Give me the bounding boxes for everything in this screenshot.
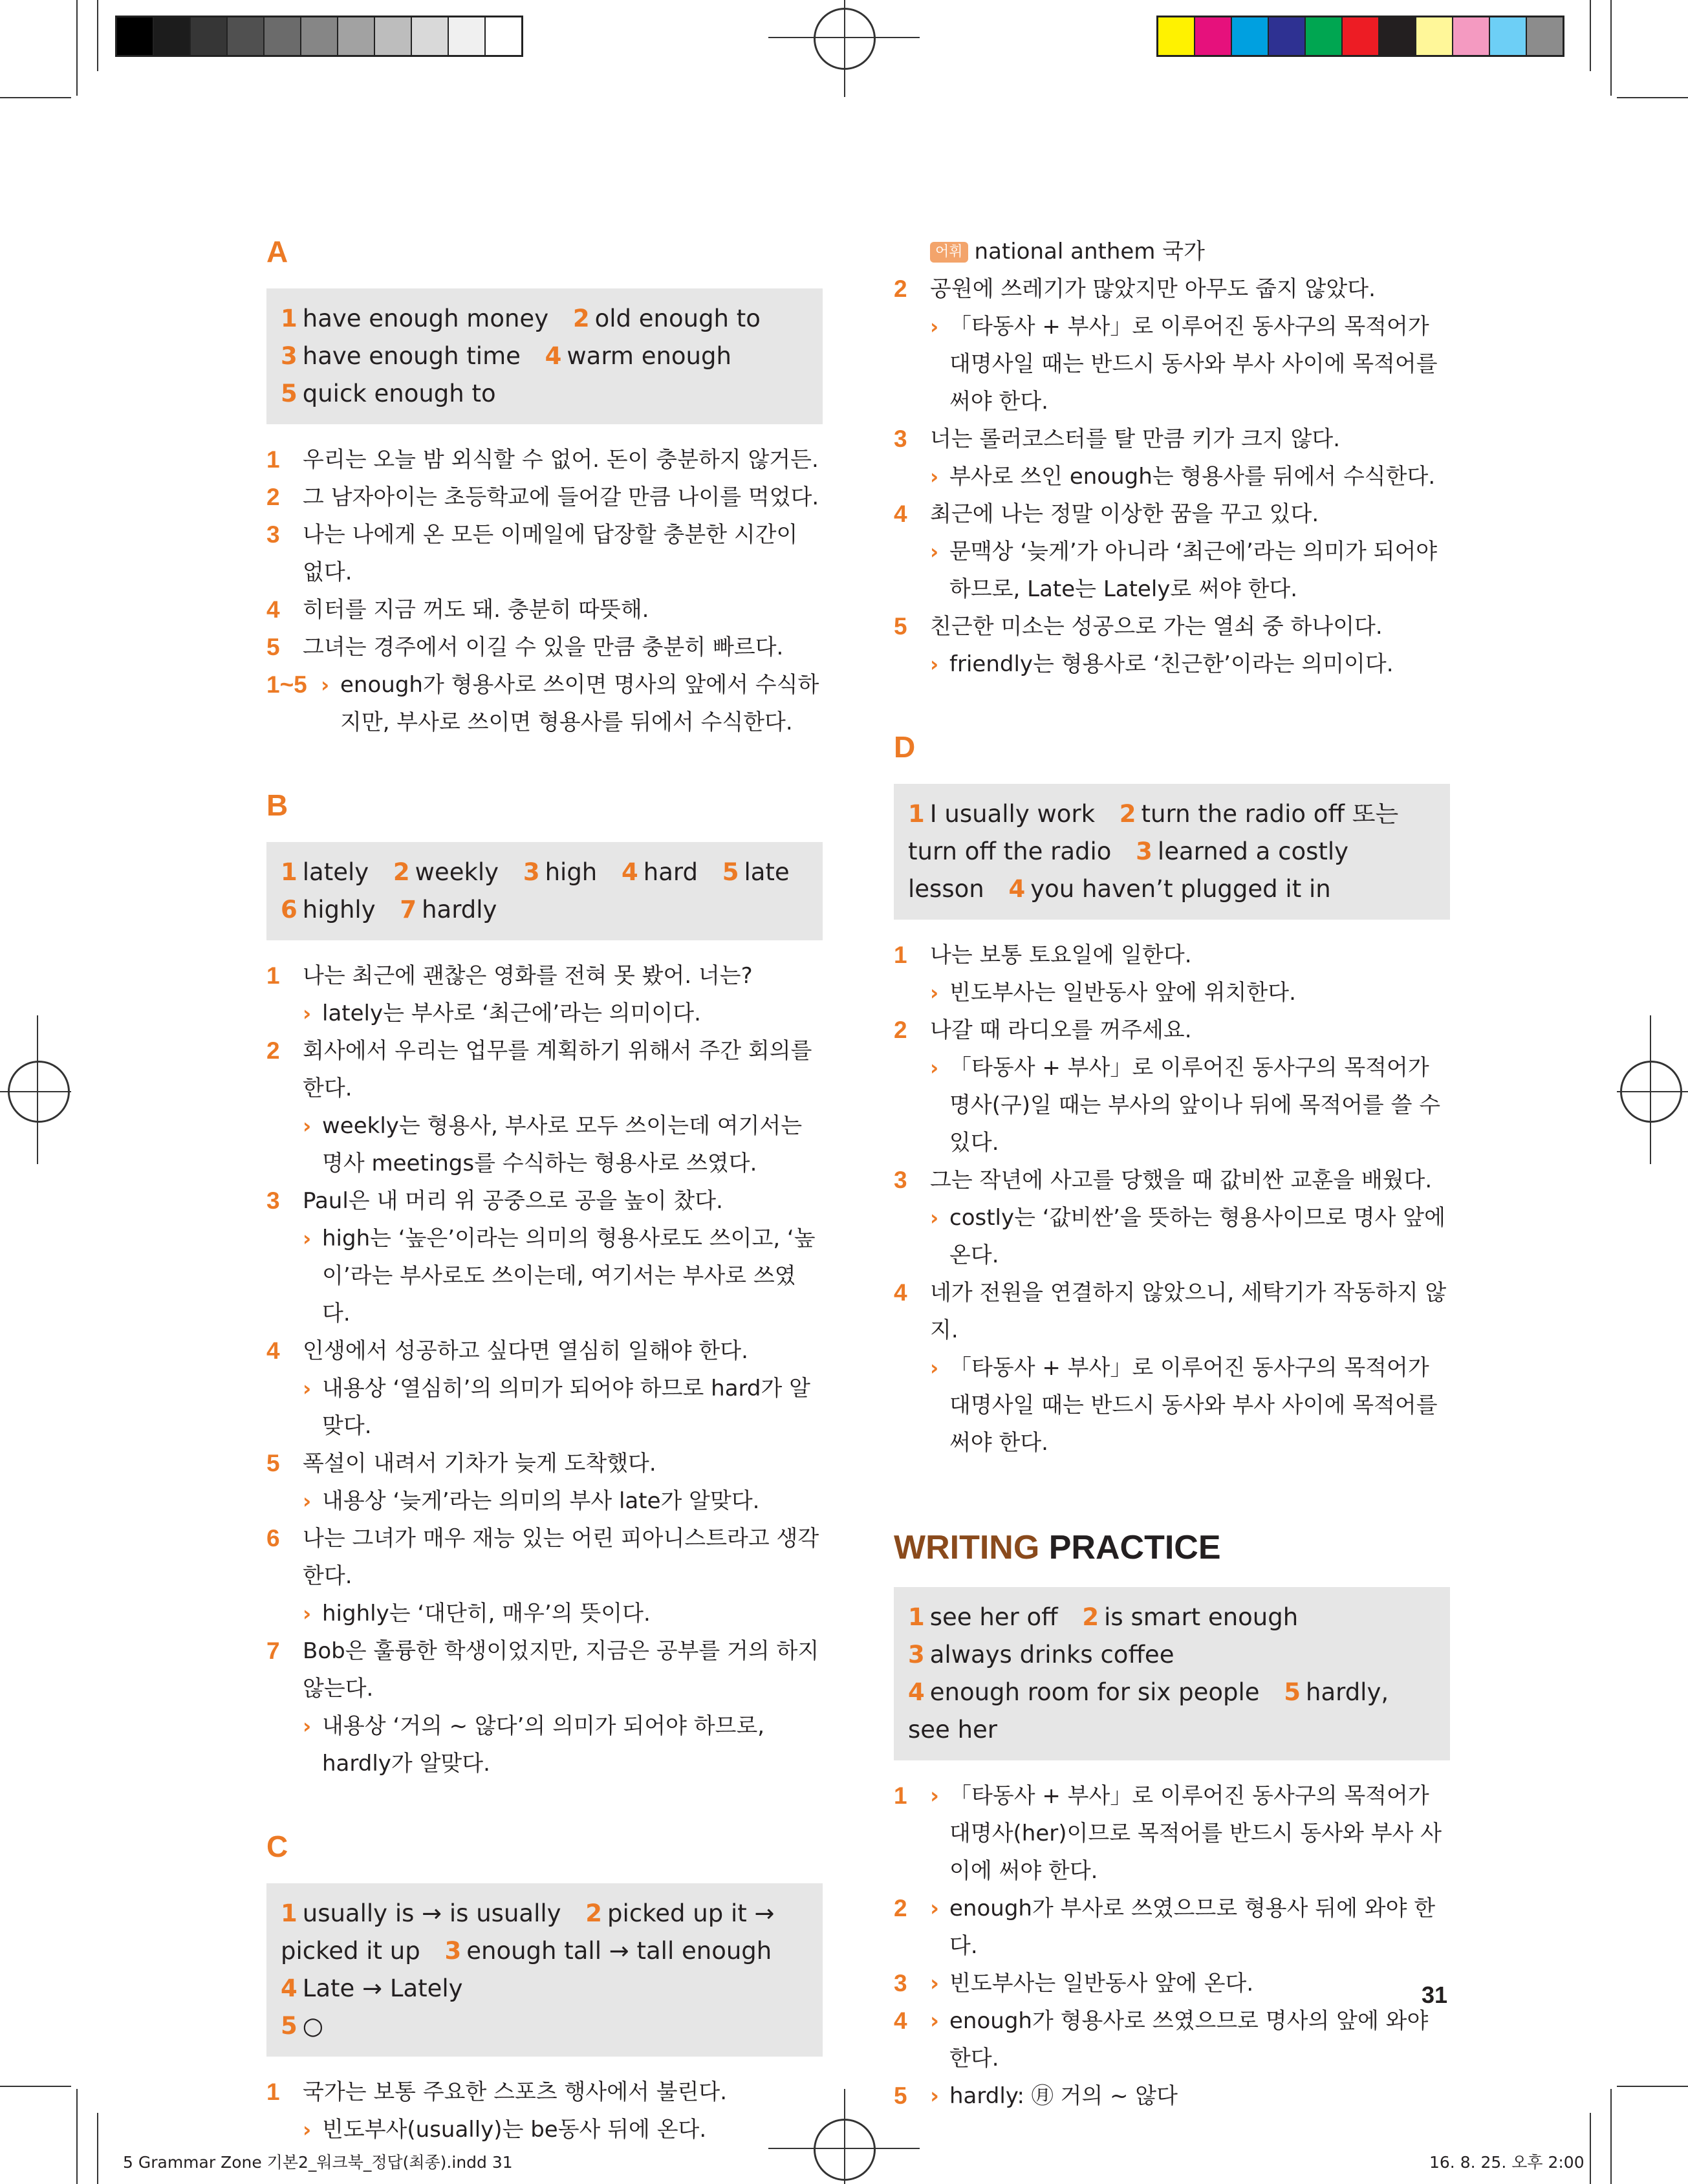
explanation-note xyxy=(894,458,1450,495)
item-text: 히터를 지금 꺼도 돼. 충분히 따뜻해. xyxy=(303,597,649,623)
item-number: 4 xyxy=(894,2007,907,2034)
color-swatch xyxy=(1269,17,1306,55)
item-text: 그 남자아이는 초등학교에 들어갈 만큼 나이를 먹었다. xyxy=(303,484,819,510)
item-note: lately는 부사로 ‘최근에’라는 의미이다. xyxy=(322,1000,701,1026)
item-number: 3 xyxy=(266,521,280,548)
color-swatch xyxy=(1380,17,1416,55)
answer-number: 1 xyxy=(908,1603,925,1631)
section-a-answer-box xyxy=(266,288,823,424)
answer-text: I usually work xyxy=(929,800,1096,828)
answer-text: enough tall → tall enough xyxy=(466,1937,772,1965)
item-note: friendly는 형용사로 ‘친근한’이라는 의미이다. xyxy=(949,651,1394,677)
section-c-answer-box xyxy=(266,1883,823,2057)
list-item xyxy=(894,2077,1450,2115)
gray-swatch xyxy=(191,17,228,55)
item-number: 4 xyxy=(894,501,907,527)
item-text: 인생에서 성공하고 싶다면 열심히 일해야 한다. xyxy=(303,1338,748,1364)
item-text: 회사에서 우리는 업무를 계획하기 위해서 주간 회의를 한다. xyxy=(303,1038,812,1101)
item-text: 나갈 때 라디오를 꺼주세요. xyxy=(930,1017,1192,1043)
arrow-icon: › xyxy=(930,2083,940,2109)
arrow-icon: › xyxy=(303,1226,312,1251)
list-item xyxy=(266,957,823,995)
list-item xyxy=(894,495,1450,533)
item-note: 내용상 ‘거의 ~ 않다’의 의미가 되어야 하므로, hardly가 알맞다. xyxy=(322,1713,765,1777)
answer-text: quick enough to xyxy=(302,380,496,407)
item-number: 3 xyxy=(266,1187,280,1214)
arrow-icon: › xyxy=(930,1783,940,1809)
answer-number: 1 xyxy=(281,305,298,332)
item-number: 5 xyxy=(266,1450,280,1476)
item-note: hardly: ㊊ 거의 ~ 않다 xyxy=(949,2083,1178,2109)
list-item xyxy=(894,1890,1450,1965)
item-text: 폭설이 내려서 기차가 늦게 도착했다. xyxy=(303,1451,656,1476)
answer-text: old enough to xyxy=(594,305,761,332)
list-item xyxy=(266,2073,823,2111)
item-text: Bob은 훌륭한 학생이었지만, 지금은 공부를 거의 하지 않는다. xyxy=(303,1638,819,1702)
answer-number: 3 xyxy=(908,1641,925,1669)
answer-text: hardly xyxy=(422,896,497,924)
item-number: 4 xyxy=(266,596,280,623)
answer-number: 4 xyxy=(281,1974,298,2002)
explanation-note xyxy=(894,645,1450,683)
color-swatch xyxy=(1306,17,1343,55)
item-note: 문맥상 ‘늦게’가 아니라 ‘최근에’라는 의미가 되어야 하므로, Late는 Lately로 써야 한다. xyxy=(949,539,1438,602)
answer-text: learned a costly lesson xyxy=(908,838,1349,903)
item-text: 그는 작년에 사고를 당했을 때 값비싼 교훈을 배웠다. xyxy=(930,1167,1433,1193)
answer-text: have enough time xyxy=(302,342,521,370)
item-number: 7 xyxy=(266,1638,280,1664)
list-item xyxy=(266,1445,823,1482)
item-number: 4 xyxy=(266,1337,280,1364)
answer-text: is smart enough xyxy=(1104,1603,1299,1631)
item-text: 나는 나에게 온 모든 이메일에 답장할 충분한 시간이 없다. xyxy=(303,522,798,585)
arrow-icon: › xyxy=(321,673,330,697)
section-b-explanations xyxy=(266,957,823,1782)
answer-text: warm enough xyxy=(567,342,731,370)
section-b-heading: B xyxy=(266,788,288,822)
answer-number: 2 xyxy=(585,1899,603,1927)
arrow-icon: › xyxy=(303,1001,312,1026)
gray-swatch xyxy=(265,17,301,55)
list-item xyxy=(266,629,823,666)
explanation-note xyxy=(894,1349,1450,1462)
list-item xyxy=(266,666,823,741)
item-number: 5 xyxy=(894,613,907,640)
answer-number: 5 xyxy=(281,380,298,407)
answer-number: 6 xyxy=(281,896,298,924)
answer-text: you haven’t plugged it in xyxy=(1030,875,1331,903)
item-note: 「타동사 + 부사」로 이루어진 동사구의 목적어가 대명사일 때는 반드시 동사와 부사 사이에 목적어를 써야 한다. xyxy=(949,1355,1438,1456)
explanation-note xyxy=(266,1107,823,1182)
explanation-note xyxy=(266,1482,823,1520)
print-timestamp: 16. 8. 25. 오후 2:00 xyxy=(1429,2153,1585,2172)
list-item xyxy=(266,1182,823,1220)
color-swatch xyxy=(1527,17,1563,55)
list-item xyxy=(266,1632,823,1707)
list-item xyxy=(266,591,823,629)
list-item xyxy=(894,2002,1450,2077)
item-note: costly는 ‘값비싼’을 뜻하는 형용사이므로 명사 앞에 온다. xyxy=(949,1205,1445,1268)
section-a-explanations xyxy=(266,441,823,741)
item-number: 1~5 xyxy=(266,671,307,698)
arrow-icon: › xyxy=(303,1601,312,1626)
color-swatch xyxy=(1453,17,1490,55)
item-number: 2 xyxy=(894,276,907,302)
item-number: 1 xyxy=(894,942,907,968)
vocabulary-note xyxy=(894,233,1450,270)
answer-number: 7 xyxy=(400,896,417,924)
section-d-heading: D xyxy=(894,730,916,764)
item-number: 1 xyxy=(266,962,280,989)
answer-number: 4 xyxy=(545,342,562,370)
gray-swatch xyxy=(117,17,154,55)
gray-swatch xyxy=(338,17,375,55)
explanation-note xyxy=(894,1049,1450,1162)
item-number: 4 xyxy=(894,1279,907,1306)
color-swatch xyxy=(1343,17,1380,55)
answer-number: 5 xyxy=(722,858,739,886)
item-text: 나는 최근에 괜찮은 영화를 전혀 못 봤어. 너는? xyxy=(303,963,753,989)
gray-swatch xyxy=(449,17,486,55)
gray-color-bar xyxy=(115,16,523,57)
gray-swatch xyxy=(228,17,265,55)
item-number: 3 xyxy=(894,1970,907,1996)
right-column xyxy=(894,233,1450,2115)
answer-number: 2 xyxy=(393,858,410,886)
item-number: 3 xyxy=(894,1167,907,1193)
vocabulary-tag: 어휘 xyxy=(930,242,968,263)
answer-text: always drinks coffee xyxy=(929,1641,1174,1669)
answer-text: see her off xyxy=(929,1603,1058,1631)
item-note: highly는 ‘대단히, 매우’의 뜻이다. xyxy=(322,1601,651,1627)
answer-text: high xyxy=(545,858,598,886)
answer-number: 2 xyxy=(1082,1603,1099,1631)
arrow-icon: › xyxy=(303,1376,312,1401)
item-text: 우리는 오늘 밤 외식할 수 없어. 돈이 충분하지 않거든. xyxy=(303,447,819,473)
list-item xyxy=(266,479,823,516)
item-note: 부사로 쓰인 enough는 형용사를 뒤에서 수식한다. xyxy=(949,464,1436,490)
item-note: enough가 부사로 쓰였으므로 형용사 뒤에 와야 한다. xyxy=(949,1896,1436,1959)
section-c-heading: C xyxy=(266,1830,288,1863)
explanation-note xyxy=(894,533,1450,608)
item-number: 1 xyxy=(894,1782,907,1809)
item-note: 「타동사 + 부사」로 이루어진 동사구의 목적어가 대명사(her)이므로 목적어를 반드시 동사와 부사 사이에 써야 한다. xyxy=(949,1783,1442,1884)
section-b-answer-box xyxy=(266,842,823,940)
arrow-icon: › xyxy=(930,464,939,489)
item-note: enough가 형용사로 쓰였으므로 명사의 앞에 와야 한다. xyxy=(949,2008,1429,2071)
explanation-note xyxy=(266,2111,823,2148)
list-item xyxy=(266,1520,823,1595)
vocabulary-text: national anthem 국가 xyxy=(974,239,1205,265)
arrow-icon: › xyxy=(930,1356,939,1380)
answer-number: 5 xyxy=(281,2012,298,2040)
explanation-note xyxy=(266,1707,823,1782)
gray-swatch xyxy=(486,17,521,55)
arrow-icon: › xyxy=(303,1114,312,1138)
section-a-heading: A xyxy=(266,235,288,268)
heading-word: PRACTICE xyxy=(1048,1529,1221,1566)
item-number: 2 xyxy=(266,1037,280,1064)
heading-word: WRITING xyxy=(894,1529,1040,1566)
list-item xyxy=(894,608,1450,645)
item-note: 「타동사 + 부사」로 이루어진 동사구의 목적어가 명사(구)일 때는 부사의 앞이나 뒤에 목적어를 쓸 수 있다. xyxy=(949,1055,1441,1156)
item-text: 나는 그녀가 매우 재능 있는 어린 피아니스트라고 생각한다. xyxy=(303,1526,819,1589)
arrow-icon: › xyxy=(930,539,939,564)
arrow-icon: › xyxy=(303,1489,312,1513)
list-item xyxy=(266,516,823,591)
list-item xyxy=(894,420,1450,458)
process-color-bar xyxy=(1156,16,1564,57)
item-note: 내용상 ‘늦게’라는 의미의 부사 late가 알맞다. xyxy=(322,1488,760,1514)
item-number: 2 xyxy=(266,484,280,510)
answer-text: highly xyxy=(302,896,376,924)
list-item xyxy=(266,441,823,479)
list-item xyxy=(894,1777,1450,1890)
item-note: weekly는 형용사, 부사로 모두 쓰이는데 여기서는 명사 meetings를 수식하는 형용사로 쓰였다. xyxy=(322,1113,803,1176)
arrow-icon: › xyxy=(303,2117,312,2142)
answer-number: 1 xyxy=(281,858,298,886)
list-item xyxy=(894,1162,1450,1199)
item-note: 빈도부사는 일반동사 앞에 온다. xyxy=(949,1971,1254,1996)
answer-text: hard xyxy=(643,858,698,886)
answer-text: ○ xyxy=(302,2012,324,2040)
answer-text: late xyxy=(744,858,790,886)
answer-number: 4 xyxy=(908,1678,925,1706)
item-note: 빈도부사(usually)는 be동사 뒤에 온다. xyxy=(322,2117,707,2143)
item-text: 너는 롤러코스터를 탈 만큼 키가 크지 않다. xyxy=(930,426,1340,452)
answer-text: enough room for six people xyxy=(929,1678,1260,1706)
explanation-note xyxy=(266,1595,823,1632)
answer-text: have enough money xyxy=(302,305,549,332)
arrow-icon: › xyxy=(930,980,939,1005)
arrow-icon: › xyxy=(930,1971,940,1996)
answer-text: weekly xyxy=(415,858,499,886)
arrow-icon: › xyxy=(930,1896,940,1921)
section-c-explanations-continued xyxy=(894,270,1450,683)
answer-number: 3 xyxy=(1136,838,1152,865)
item-note: enough가 형용사로 쓰이면 명사의 앞에서 수식하지만, 부사로 쓰이면 형용사를 뒤에서 수식한다. xyxy=(340,672,819,735)
explanation-note xyxy=(894,974,1450,1011)
section-d-explanations xyxy=(894,936,1450,1462)
item-note: 「타동사 + 부사」로 이루어진 동사구의 목적어가 대명사일 때는 반드시 동사와 부사 사이에 목적어를 써야 한다. xyxy=(949,314,1438,415)
item-number: 3 xyxy=(894,426,907,452)
item-text: 국가는 보통 주요한 스포츠 행사에서 불린다. xyxy=(303,2079,728,2105)
item-text: 공원에 쓰레기가 많았지만 아무도 줍지 않았다. xyxy=(930,276,1376,302)
list-item xyxy=(266,1332,823,1370)
item-text: 네가 전원을 연결하지 않았으니, 세탁기가 작동하지 않지. xyxy=(930,1280,1447,1343)
section-c-explanations xyxy=(266,2073,823,2148)
answer-number: 3 xyxy=(281,342,298,370)
section-d-answer-box xyxy=(894,784,1450,920)
writing-practice-heading xyxy=(894,1526,1450,1569)
explanation-note xyxy=(266,1370,823,1445)
arrow-icon: › xyxy=(303,1714,312,1738)
item-number: 5 xyxy=(266,634,280,660)
color-swatch xyxy=(1232,17,1269,55)
answer-number: 5 xyxy=(1284,1678,1301,1706)
list-item xyxy=(894,1011,1450,1049)
writing-practice-explanations xyxy=(894,1777,1450,2115)
item-number: 6 xyxy=(266,1525,280,1552)
gray-swatch xyxy=(412,17,449,55)
arrow-icon: › xyxy=(930,1206,939,1230)
item-number: 1 xyxy=(266,446,280,473)
list-item xyxy=(266,1032,823,1107)
answer-number: 2 xyxy=(572,305,590,332)
arrow-icon: › xyxy=(930,1055,939,1080)
explanation-note xyxy=(894,308,1450,420)
item-text: 최근에 나는 정말 이상한 꿈을 꾸고 있다. xyxy=(930,501,1319,527)
list-item xyxy=(894,1965,1450,2002)
file-slug: 5 Grammar Zone 기본2_워크북_정답(최종).indd 31 xyxy=(123,2153,513,2172)
item-note: 내용상 ‘열심히’의 의미가 되어야 하므로 hard가 알맞다. xyxy=(322,1376,810,1439)
item-text: 나는 보통 토요일에 일한다. xyxy=(930,942,1192,968)
answer-number: 1 xyxy=(908,800,925,828)
gray-swatch xyxy=(375,17,412,55)
answer-text: usually is → is usually xyxy=(302,1899,561,1927)
item-number: 1 xyxy=(266,2079,280,2105)
list-item xyxy=(894,270,1450,308)
list-item xyxy=(894,936,1450,974)
arrow-icon: › xyxy=(930,314,939,339)
answer-number: 4 xyxy=(1008,875,1026,903)
list-item xyxy=(894,1274,1450,1349)
answer-text: Late → Lately xyxy=(302,1974,463,2002)
answer-text: lately xyxy=(302,858,369,886)
color-swatch xyxy=(1416,17,1453,55)
answer-number: 3 xyxy=(523,858,540,886)
left-column xyxy=(266,233,823,2148)
answer-number: 3 xyxy=(444,1937,462,1965)
answer-number: 2 xyxy=(1119,800,1136,828)
answer-text: turn the radio off 또는 turn off the radio xyxy=(908,800,1399,865)
item-text: 그녀는 경주에서 이길 수 있을 만큼 충분히 빠르다. xyxy=(303,634,784,660)
item-text: Paul은 내 머리 위 공중으로 공을 높이 찼다. xyxy=(303,1188,723,1214)
color-swatch xyxy=(1195,17,1232,55)
answer-text: picked up it → picked it up xyxy=(281,1899,775,1965)
explanation-note xyxy=(266,1220,823,1332)
color-swatch xyxy=(1490,17,1527,55)
item-text: 친근한 미소는 성공으로 가는 열쇠 중 하나이다. xyxy=(930,614,1383,640)
arrow-icon: › xyxy=(930,2008,940,2034)
explanation-note xyxy=(266,995,823,1032)
gray-swatch xyxy=(301,17,338,55)
item-number: 2 xyxy=(894,1017,907,1043)
page-number: 31 xyxy=(1422,1982,1448,2008)
explanation-note xyxy=(894,1199,1450,1274)
writing-practice-answer-box xyxy=(894,1587,1450,1760)
answer-text: hardly, see her xyxy=(908,1678,1389,1744)
answer-number: 1 xyxy=(281,1899,298,1927)
color-swatch xyxy=(1158,17,1195,55)
gray-swatch xyxy=(154,17,191,55)
item-number: 2 xyxy=(894,1895,907,1921)
item-number: 5 xyxy=(894,2082,907,2109)
answer-number: 4 xyxy=(622,858,638,886)
item-note: high는 ‘높은’이라는 의미의 형용사로도 쓰이고, ‘높이’라는 부사로도 쓰이는데, 여기서는 부사로 쓰였다. xyxy=(322,1226,816,1326)
item-note: 빈도부사는 일반동사 앞에 위치한다. xyxy=(949,980,1296,1006)
arrow-icon: › xyxy=(930,652,939,676)
